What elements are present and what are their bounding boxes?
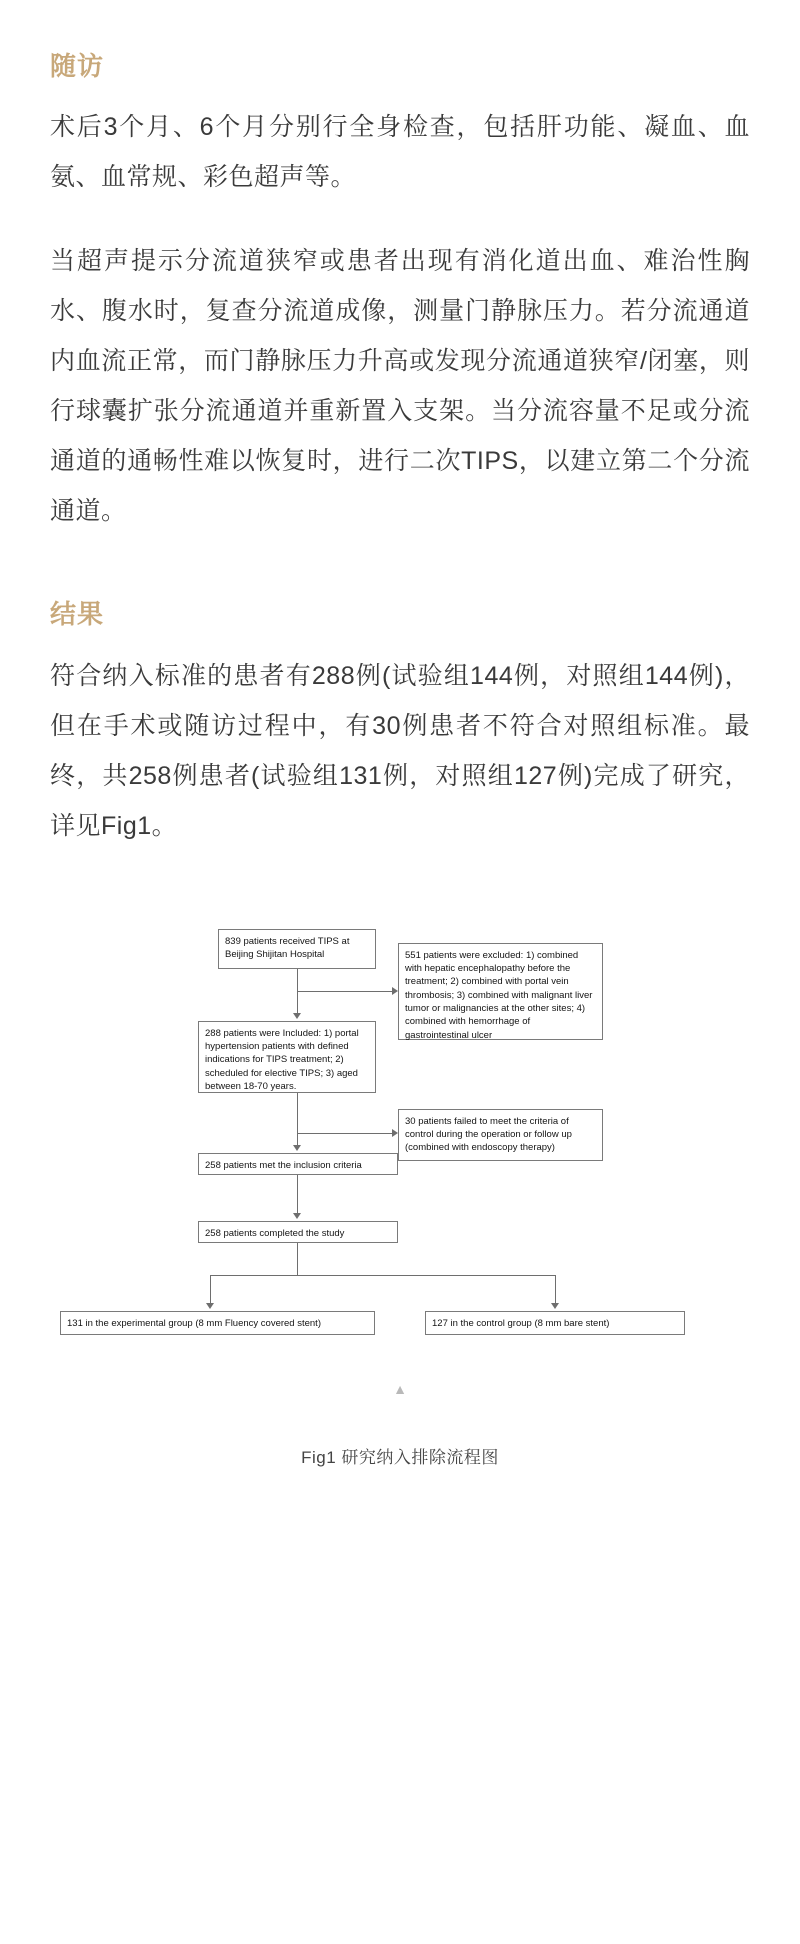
section-heading-results: 结果 bbox=[50, 599, 105, 630]
arrowhead-to-excluded bbox=[392, 987, 398, 995]
flow-node-control-group: 127 in the control group (8 mm bare stent) bbox=[425, 1311, 685, 1335]
connector-split-right bbox=[555, 1275, 556, 1303]
flow-node-failed-criteria: 30 patients failed to meet the criteria of control during the operation or follow up (combined with endoscopy therapy) bbox=[398, 1109, 603, 1161]
connector-to-failed bbox=[297, 1133, 392, 1134]
paragraph-followup-1: 术后3个月、6个月分别行全身检查，包括肝功能、凝血、血氨、血常规、彩色超声等。 bbox=[50, 113, 750, 192]
connector-n5-n6 bbox=[297, 1175, 298, 1213]
connector-split-bar bbox=[210, 1275, 555, 1276]
flowchart-canvas bbox=[50, 921, 750, 1351]
figure-caption: Fig1 研究纳入排除流程图 bbox=[301, 1447, 499, 1467]
paragraph-followup-2: 当超声提示分流道狭窄或患者出现有消化道出血、难治性胸水、腹水时，复查分流道成像，测量门静脉压力。若分流通道内血流正常，而门静脉压力升高或发现分流通道狭窄/闭塞，则行球囊扩张分流通道并重新置入支架。当分流容量不足或分流通道的通畅性难以恢复时，进行二次TIPS，以建立第二个分流通道。 bbox=[50, 247, 750, 526]
arrowhead-n5-n6 bbox=[293, 1213, 301, 1219]
figure-flowchart bbox=[50, 921, 750, 1468]
paragraph-results-1: 符合纳入标准的患者有288例(试验组144例，对照组144例)，但在手术或随访过程中，有30例患者不符合对照组标准。最终，共258例患者(试验组131例，对照组127例)完成了研究，详见Fig1。 bbox=[50, 661, 750, 840]
arrowhead-right-group bbox=[551, 1303, 559, 1309]
arrowhead-to-failed bbox=[392, 1129, 398, 1137]
flow-node-enrolled: 839 patients received TIPS at Beijing Shijitan Hospital bbox=[218, 929, 376, 969]
connector-to-excluded bbox=[297, 991, 392, 992]
connector-n6-split bbox=[297, 1243, 298, 1275]
section-heading-followup: 随访 bbox=[50, 51, 105, 81]
flow-node-included: 288 patients were Included: 1) portal hypertension patients with defined indications for TIPS treatment; 2) scheduled for elective TIPS; 3) aged between 18-70 years. bbox=[198, 1021, 376, 1093]
flow-node-excluded: 551 patients were excluded: 1) combined with hepatic encephalopathy before the treatment; 2) combined with portal vein thrombosis; 3) combined with malignant liver tumor or malignancies at the other sites; 4) combined with hemorrhage of gastrointestinal ulcer bbox=[398, 943, 603, 1040]
flow-node-experimental-group: 131 in the experimental group (8 mm Fluency covered stent) bbox=[60, 1311, 375, 1335]
arrowhead-n1-n3 bbox=[293, 1013, 301, 1019]
connector-n3-n5 bbox=[297, 1093, 298, 1145]
arrowhead-left-group bbox=[206, 1303, 214, 1309]
flow-node-met-inclusion: 258 patients met the inclusion criteria bbox=[198, 1153, 398, 1175]
connector-split-left bbox=[210, 1275, 211, 1303]
arrowhead-n3-n5 bbox=[293, 1145, 301, 1151]
flow-node-completed-study: 258 patients completed the study bbox=[198, 1221, 398, 1243]
triangle-up-icon[interactable]: ▲ bbox=[393, 1380, 407, 1397]
